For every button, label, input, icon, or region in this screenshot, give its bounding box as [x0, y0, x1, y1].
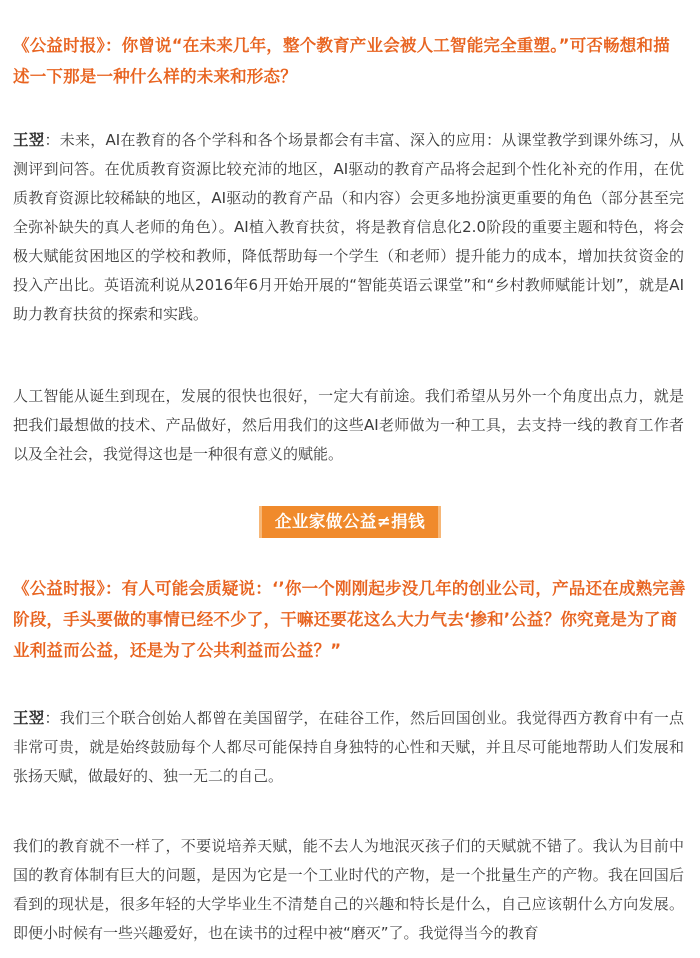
answer-speaker: 王翌 — [13, 131, 45, 149]
interview-answer-1 — [13, 126, 684, 329]
question-text: 你曾说“在未来几年，整个教育产业会被人工智能完全重塑。”可否畅想和描述一下那是一种什么样的未来和形态？ — [13, 36, 670, 86]
answer-text: ：我们三个联合创始人都曾在美国留学，在硅谷工作，然后回国创业。我觉得西方教育中有一点非常可贵，就是始终鼓励每个人都尽可能保持自身独特的心性和天赋，并且尽可能地帮助人们发展和张扬天赋，做最好的、独一无二的自己。 — [13, 709, 684, 785]
section-heading-wrap — [0, 506, 700, 538]
question-text: 有人可能会质疑说：‘’你一个刚刚起步没几年的创业公司，产品还在成熟完善阶段，手头要做的事情已经不少了，干嘛还要花这么大力气去‘掺和’公益？你究竟是为了商业利益而公益，还是为了公共利益而公益？” — [13, 579, 686, 660]
interview-answer-2 — [13, 704, 684, 791]
interview-answer-1-continued — [13, 382, 684, 469]
section-heading-banner: 企业家做公益≠捐钱 — [259, 506, 441, 538]
question-source: 《公益时报》： — [13, 36, 122, 55]
answer-text: 我们的教育就不一样了，不要说培养天赋，能不去人为地泯灭孩子们的天赋就不错了。我认为目前中国的教育体制有巨大的问题，是因为它是一个工业时代的产物，是一个批量生产的产物。我在回国后看到的现状是，很多年轻的大学毕业生不清楚自己的兴趣和特长是什么，自己应该朝什么方向发展。即便小时候有一些兴趣爱好，也在读书的过程中被“磨灭”了。我觉得当今的教育 — [13, 837, 684, 942]
interview-question-2 — [13, 573, 686, 666]
answer-text: 人工智能从诞生到现在，发展的很快也很好，一定大有前途。我们希望从另外一个角度出点力，就是把我们最想做的技术、产品做好，然后用我们的这些AI老师做为一种工具，去支持一线的教育工作者以及全社会，我觉得这也是一种很有意义的赋能。 — [13, 387, 684, 463]
interview-question-1 — [13, 30, 686, 92]
interview-answer-2-continued — [13, 832, 684, 948]
answer-text: ：未来，AI在教育的各个学科和各个场景都会有丰富、深入的应用：从课堂教学到课外练习，从测评到问答。在优质教育资源比较充沛的地区，AI驱动的教育产品将会起到个性化补充的作用，在优质教育资源比较稀缺的地区，AI驱动的教育产品（和内容）会更多地扮演更重要的角色（部分甚至完全弥补缺失的真人老师的角色）。AI植入教育扶贫，将是教育信息化2.0阶段的重要主题和特色，将会极大赋能贫困地区的学校和教师，降低帮助每一个学生（和老师）提升能力的成本，增加扶贫资金的投入产出比。英语流利说从2016年6月开始开展的“智能英语云课堂”和“乡村教师赋能计划”，就是AI助力教育扶贫的探索和实践。 — [13, 131, 684, 323]
question-source: 《公益时报》： — [13, 579, 122, 598]
answer-speaker: 王翌 — [13, 709, 45, 727]
